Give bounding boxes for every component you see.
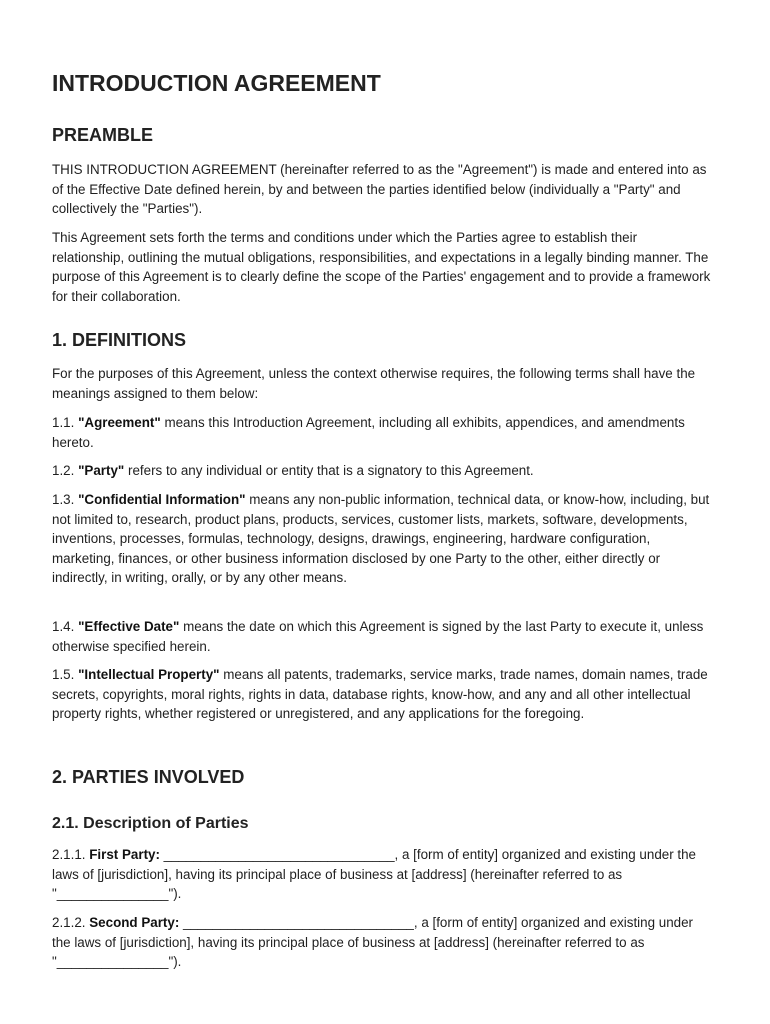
definition-text: means this Introduction Agreement, including all exhibits, appendices, and amendments hereto. [52, 415, 685, 450]
definition-term: "Confidential Information" [78, 492, 246, 507]
preamble-paragraph-2: This Agreement sets forth the terms and conditions under which the Parties agree to establish their relationship, outlining the mutual obligations, responsibilities, and expectations in a legally binding manner. The purpose of this Agreement is to clearly define the scope of the Parties' engagement and to provide a framework for their collaboration. [52, 230, 711, 304]
parties-heading: 2. PARTIES INVOLVED [52, 767, 245, 787]
party-term: First Party: [89, 847, 160, 862]
definition-term: "Party" [78, 463, 125, 478]
party-number: 2.1.1. [52, 847, 86, 862]
definition-number: 1.3. [52, 492, 75, 507]
definition-number: 1.1. [52, 415, 75, 430]
definition-text: means any non-public information, technical data, or know-how, including, but not limited to, research, product plans, products, services, customer lists, markets, software, developments, inventions, processes, formulas, technology, designs, drawings, engineering, hardware configuration, marketing, finances, or other business information disclosed by one Party to the other, either directly or indirectly, in writing, orally, or by any other means. [52, 492, 710, 586]
party-text: _______________________________, a [form of entity] organized and existing under the laws of [jurisdiction], having its principal place of business at [address] (hereinafter referred to as "_______________"). [52, 847, 697, 902]
party-item [52, 913, 712, 972]
definition-item [52, 665, 712, 724]
party-text: _______________________________, a [form of entity] organized and existing under the laws of [jurisdiction], having its principal place of business at [address] (hereinafter referred to as "_______________"). [52, 915, 694, 970]
party-item [52, 845, 712, 904]
definitions-heading: 1. DEFINITIONS [52, 330, 187, 350]
definition-term: "Intellectual Property" [78, 667, 220, 682]
definition-text: refers to any individual or entity that is a signatory to this Agreement. [124, 463, 534, 478]
definition-item [52, 490, 712, 588]
definition-item [52, 461, 712, 481]
definition-number: 1.5. [52, 667, 75, 682]
definition-text: means all patents, trademarks, service marks, trade names, domain names, trade secrets, copyrights, moral rights, rights in data, database rights, know-how, and any and all other intellectual property rights, whether registered or unregistered, and any applications for the foregoing. [52, 667, 708, 722]
definition-term: "Effective Date" [78, 619, 180, 634]
party-term: Second Party: [89, 915, 180, 930]
preamble-paragraph-1: THIS INTRODUCTION AGREEMENT (hereinafter referred to as the "Agreement") is made and entered into as of the Effective Date defined herein, by and between the parties identified below (individually a "Party" and collectively the "Parties"). [52, 162, 707, 217]
parties-subheading: 2.1. Description of Parties [52, 815, 249, 832]
definition-item [52, 413, 712, 452]
definition-number: 1.2. [52, 463, 75, 478]
definition-text: means the date on which this Agreement is signed by the last Party to execute it, unless otherwise specified herein. [52, 619, 704, 654]
party-number: 2.1.2. [52, 915, 86, 930]
definition-term: "Agreement" [78, 415, 161, 430]
preamble-heading: PREAMBLE [52, 125, 154, 145]
definition-number: 1.4. [52, 619, 75, 634]
definition-item [52, 617, 712, 656]
document-title: INTRODUCTION AGREEMENT [52, 70, 381, 96]
definitions-intro: For the purposes of this Agreement, unless the context otherwise requires, the following terms shall have the meanings assigned to them below: [52, 366, 696, 401]
